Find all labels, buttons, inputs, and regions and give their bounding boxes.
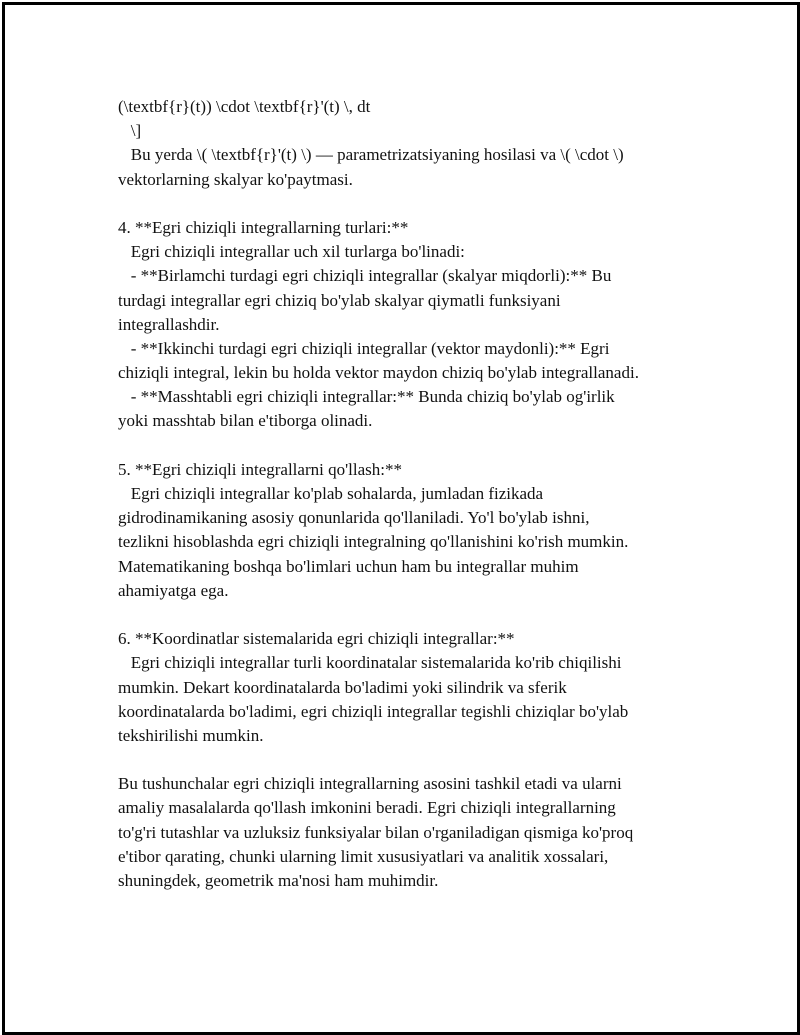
document-body: [118, 95, 718, 893]
paragraph-gap: [118, 434, 718, 458]
paragraph-gap: [118, 603, 718, 627]
text-line: ahamiyatga ega.: [118, 580, 229, 600]
text-line: chiziqli integral, lekin bu holda vektor maydon chiziq bo'ylab integrallanadi.: [118, 363, 639, 383]
text-line: Bu tushunchalar egri chiziqli integrallarning asosini tashkil etadi va ularni: [118, 774, 622, 794]
text-line: Bu yerda \( \textbf{r}'(t) \) — parametrizatsiyaning hosilasi va \( \cdot \): [118, 145, 624, 165]
text-line: Egri chiziqli integrallar uch xil turlarga bo'linadi:: [118, 242, 465, 262]
text-line: amaliy masalalarda qo'llash imkonini beradi. Egri chiziqli integrallarning: [118, 798, 616, 818]
text-line: to'g'ri tutashlar va uzluksiz funksiyalar bilan o'rganiladigan qismiga ko'proq: [118, 822, 634, 842]
text-line: yoki masshtab bilan e'tiborga olinadi.: [118, 411, 373, 431]
paragraph-gap: [118, 748, 718, 772]
text-line: koordinatalarda bo'ladimi, egri chiziqli integrallar tegishli chiziqlar bo'ylab: [118, 701, 629, 721]
section-heading: 4. **Egri chiziqli integrallarning turlari:**: [118, 217, 409, 237]
text-line: Egri chiziqli integrallar turli koordinatalar sistemalarida ko'rib chiqilishi: [118, 653, 622, 673]
text-line: e'tibor qarating, chunki ularning limit xususiyatlari va analitik xossalari,: [118, 846, 609, 866]
list-item: - **Masshtabli egri chiziqli integrallar:** Bunda chiziq bo'ylab og'irlik: [118, 387, 615, 407]
list-item: - **Birlamchi turdagi egri chiziqli integrallar (skalyar miqdorli):** Bu: [118, 266, 612, 286]
text-line: Matematikaning boshqa bo'limlari uchun ham bu integrallar muhim: [118, 556, 579, 576]
text-line: shuningdek, geometrik ma'nosi ham muhimdir.: [118, 871, 439, 890]
text-line: tekshirilishi mumkin.: [118, 725, 264, 745]
text-line: vektorlarning skalyar ko'paytmasi.: [118, 169, 353, 189]
list-item: - **Ikkinchi turdagi egri chiziqli integrallar (vektor maydonli):** Egri: [118, 338, 610, 358]
text-line: \]: [118, 121, 142, 141]
text-line: (\textbf{r}(t)) \cdot \textbf{r}'(t) \, dt: [118, 97, 371, 116]
text-line: gidrodinamikaning asosiy qonunlarida qo'llaniladi. Yo'l bo'ylab ishni,: [118, 508, 590, 528]
text-line: Egri chiziqli integrallar ko'plab sohalarda, jumladan fizikada: [118, 484, 544, 503]
text-line: tezlikni hisoblashda egri chiziqli integralning qo'llanishini ko'rish mumkin.: [118, 532, 629, 552]
text-line: mumkin. Dekart koordinatalarda bo'ladimi yoki silindrik va sferik: [118, 677, 567, 697]
paragraph-gap: [118, 192, 718, 216]
section-heading: 5. **Egri chiziqli integrallarni qo'llash:**: [118, 459, 402, 479]
text-line: integrallashdir.: [118, 314, 220, 334]
text-line: turdagi integrallar egri chiziq bo'ylab skalyar qiymatli funksiyani: [118, 290, 561, 310]
section-heading: 6. **Koordinatlar sistemalarida egri chiziqli integrallar:**: [118, 629, 515, 649]
